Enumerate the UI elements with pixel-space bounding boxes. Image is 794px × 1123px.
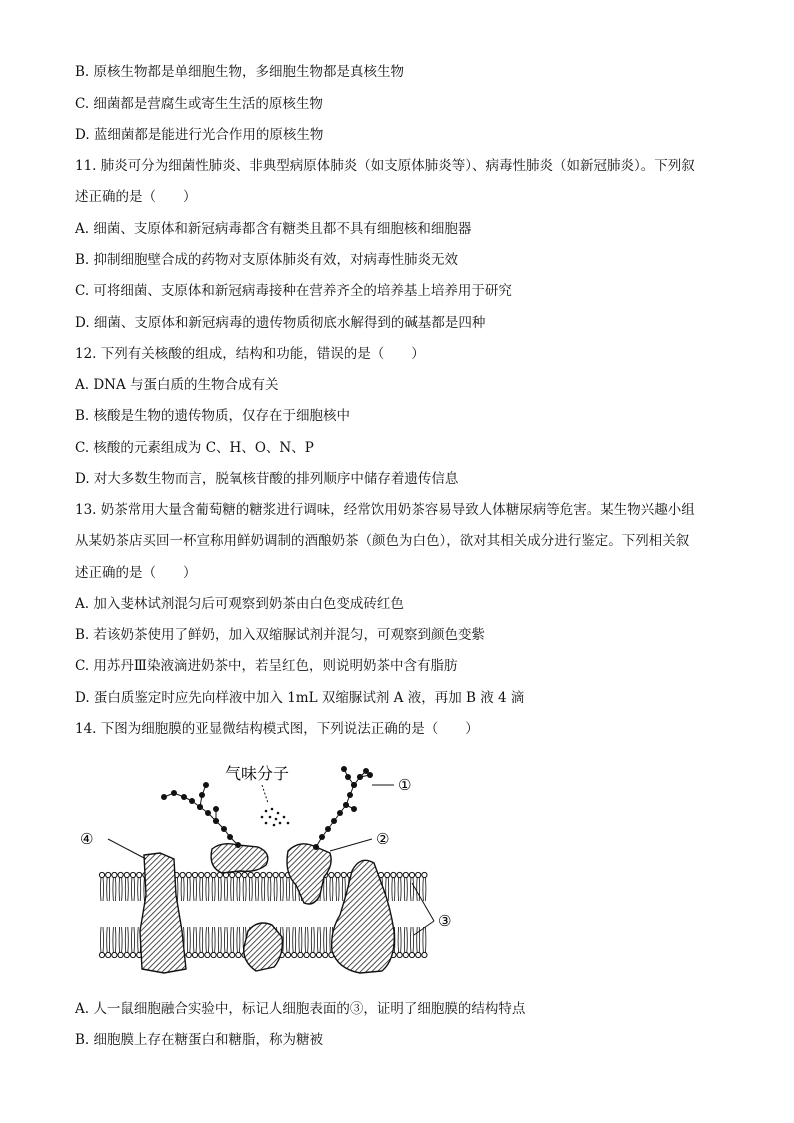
odor-molecules [261,808,290,827]
q11-stem-line1: 11. 肺炎可分为细菌性肺炎、非典型病原体肺炎（如支原体肺炎等）、病毒性肺炎（如新冠肺炎）。下列叙 [75,158,695,174]
label-3: ③ [438,912,452,930]
odor-label: 气味分子 [225,764,290,783]
q10-option-d: D. 蓝细菌都是能进行光合作用的原核生物 [75,127,324,143]
q13-stem-line1: 13. 奶茶常用大量含葡萄糖的糖浆进行调味，经常饮用奶茶容易导致人体糖尿病等危害。某生物兴趣小组 [75,502,695,518]
q12-option-d: D. 对大多数生物而言，脱氧核苷酸的排列顺序中储存着遗传信息 [75,471,459,487]
q12-option-a: A. DNA 与蛋白质的生物合成有关 [75,377,279,393]
q13-option-c: C. 用苏丹Ⅲ染液滴进奶茶中，若呈红色，则说明奶茶中含有脂肪 [75,658,458,674]
label-4: ④ [80,830,94,848]
q10-option-b: B. 原核生物都是单细胞生物，多细胞生物都是真核生物 [75,64,405,80]
q12-option-b: B. 核酸是生物的遗传物质，仅存在于细胞核中 [75,408,351,424]
transmembrane-protein-left [140,853,186,973]
q12-option-c: C. 核酸的元素组成为 C、H、O、N、P [75,440,314,456]
q14-option-a: A. 人一鼠细胞融合实验中，标记人细胞表面的③，证明了细胞膜的结构特点 [75,1001,526,1017]
peripheral-protein-bottom [244,923,283,971]
q11-stem-line2: 述正确的是（ ） [75,189,197,205]
transmembrane-protein-right [332,860,395,973]
q11-option-b: B. 抑制细胞壁合成的药物对支原体肺炎有效，对病毒性肺炎无效 [75,252,459,268]
label-2: ② [376,830,390,848]
q13-option-b: B. 若该奶茶使用了鲜奶，加入双缩脲试剂并混匀，可观察到颜色变紫 [75,627,486,643]
q11-option-d: D. 细菌、支原体和新冠病毒的遗传物质彻底水解得到的碱基都是四种 [75,315,486,331]
q14-stem: 14. 下图为细胞膜的亚显微结构模式图，下列说法正确的是（ ） [75,721,479,737]
q10-option-c: C. 细菌都是营腐生或寄生生活的原核生物 [75,96,323,112]
label-1: ① [398,776,412,794]
q11-option-c: C. 可将细菌、支原体和新冠病毒接种在营养齐全的培养基上培养用于研究 [75,283,512,299]
q11-option-a: A. 细菌、支原体和新冠病毒都含有糖类且都不具有细胞核和细胞器 [75,221,472,237]
q13-stem-line3: 述正确的是（ ） [75,565,197,581]
receptor-protein [287,844,331,904]
q13-stem-line2: 从某奶茶店买回一杯宣称用鲜奶调制的酒酿奶茶（颜色为白色），欲对其相关成分进行鉴定。下列相关叙 [75,533,690,549]
q13-option-a: A. 加入斐林试剂混匀后可观察到奶茶由白色变成砖红色 [75,596,404,612]
cell-membrane-figure [80,755,490,985]
peripheral-protein-top [211,844,268,873]
q13-option-d: D. 蛋白质鉴定时应先向样液中加入 1mL 双缩脲试剂 A 液，再加 B 液 4 滴 [75,690,525,706]
q12-stem: 12. 下列有关核酸的组成，结构和功能，错误的是（ ） [75,346,425,362]
q14-option-b: B. 细胞膜上存在糖蛋白和糖脂，称为糖被 [75,1032,324,1048]
